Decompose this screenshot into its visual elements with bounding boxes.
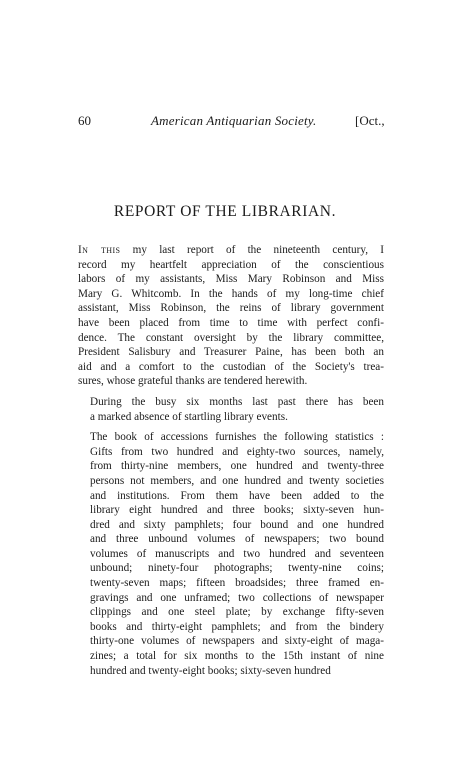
- text-line: and institutions. From them have been added to the: [90, 489, 384, 502]
- text-line: and three unbound volumes of newspapers; two bound: [90, 533, 384, 546]
- text-line: dence. The constant oversight by the library committee,: [78, 331, 384, 344]
- text-line: hundred and twenty-eight books; sixty-seven hundred: [90, 664, 331, 677]
- paragraph-2: [78, 395, 384, 424]
- text-line: library eight hundred and three books; sixty-seven hun-: [90, 504, 384, 517]
- text-line: The book of accessions furnishes the following statistics :: [90, 431, 384, 444]
- text-line: zines; a total for six months to the 15th instant of nine: [90, 650, 384, 663]
- text-line: dred and sixty pamphlets; four bound and one hundred: [90, 518, 384, 531]
- text-line: books and thirty-eight pamphlets; and from the bindery: [90, 620, 384, 633]
- running-head-month: [Oct.,: [355, 113, 385, 128]
- paragraph-3: [78, 430, 384, 678]
- text-line: sures, whose grateful thanks are tendered herewith.: [78, 375, 308, 388]
- text-line: record my heartfelt appreciation of the conscientious: [78, 258, 384, 271]
- text-line: thirty-one volumes of newspapers and sixty-eight of maga-: [90, 635, 384, 648]
- text-line: Gifts from two hundred and eighty-two sources, namely,: [90, 445, 384, 458]
- text-line: gravings and one unframed; two collections of newspaper: [90, 591, 384, 604]
- text-line: assistant, Miss Robinson, the reins of library government: [78, 302, 384, 315]
- text-line: labors of my assistants, Miss Mary Robinson and Miss: [78, 273, 384, 286]
- text-line: During the busy six months last past there has been: [90, 395, 384, 408]
- lead-words: In this: [78, 244, 121, 256]
- running-head-title: American Antiquarian Society.: [151, 113, 317, 128]
- page-number: 60: [78, 113, 91, 128]
- text-line: volumes of manuscripts and two hundred and seventeen: [90, 547, 384, 560]
- paragraph-1: [78, 243, 384, 389]
- text-line: unbound; ninety-four photographs; twenty-nine coins;: [90, 562, 384, 575]
- text-line: a marked absence of startling library events.: [90, 410, 288, 423]
- section-heading: REPORT OF THE LIBRARIAN.: [113, 203, 337, 220]
- text-line: from thirty-nine members, one hundred and twenty-three: [90, 460, 384, 473]
- text-line: persons not members, and one hundred and twenty societies: [90, 474, 384, 487]
- text-line: have been placed from time to time with perfect confi-: [78, 316, 384, 329]
- running-head: [0, 113, 450, 131]
- text-line: President Salisbury and Treasurer Paine, has been both an: [78, 346, 384, 359]
- text-line: clippings and one steel plate; by exchange fifty-seven: [90, 606, 384, 619]
- text-line: Mary G. Whitcomb. In the hands of my long-time chief: [78, 287, 384, 300]
- text-line: [78, 243, 384, 258]
- report-body: [78, 243, 384, 678]
- line-text: my last report of the nineteenth century, I: [120, 244, 384, 256]
- text-line: aid and a comfort to the custodian of the Society's trea-: [78, 360, 384, 373]
- text-line: twenty-seven maps; fifteen broadsides; three framed en-: [90, 577, 384, 590]
